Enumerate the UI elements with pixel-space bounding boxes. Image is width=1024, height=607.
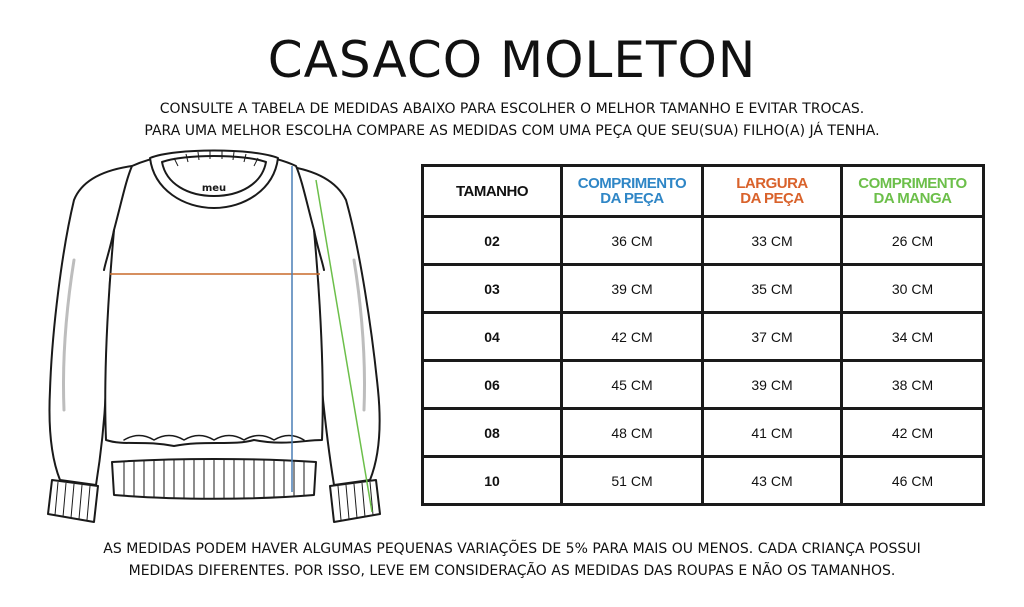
comprimento-cell: 36 CM [562, 217, 703, 265]
manga-cell: 34 CM [842, 313, 984, 361]
header-largura-peca-line2: DA PEÇA [740, 190, 804, 207]
largura-cell: 41 CM [703, 409, 842, 457]
size-cell: 08 [423, 409, 562, 457]
size-cell: 02 [423, 217, 562, 265]
comprimento-cell: 42 CM [562, 313, 703, 361]
neck-label: meu [201, 183, 227, 194]
intro-text [0, 98, 1024, 142]
table-row [423, 409, 984, 457]
header-largura-peca-line1: LARGURA [736, 175, 808, 192]
comprimento-cell: 39 CM [562, 265, 703, 313]
table-row [423, 313, 984, 361]
footer-note [0, 538, 1024, 582]
header-comprimento-manga-line1: COMPRIMENTO [858, 175, 967, 192]
comprimento-cell: 45 CM [562, 361, 703, 409]
header-comprimento-manga-line2: DA MANGA [873, 190, 952, 207]
size-table [421, 164, 985, 506]
largura-cell: 43 CM [703, 457, 842, 505]
page-title: CASACO MOLETON [267, 31, 757, 89]
footer-line-2: MEDIDAS DIFERENTES. POR ISSO, LEVE EM CONSIDERAÇÃO AS MEDIDAS DAS ROUPAS E NÃO OS TAMANHOS. [128, 563, 896, 579]
manga-cell: 26 CM [842, 217, 984, 265]
manga-cell: 30 CM [842, 265, 984, 313]
comprimento-cell: 51 CM [562, 457, 703, 505]
table-row [423, 361, 984, 409]
size-cell: 10 [423, 457, 562, 505]
size-cell: 06 [423, 361, 562, 409]
largura-cell: 39 CM [703, 361, 842, 409]
header-comprimento-manga [842, 166, 984, 217]
comprimento-cell: 48 CM [562, 409, 703, 457]
largura-cell: 33 CM [703, 217, 842, 265]
intro-line-2: PARA UMA MELHOR ESCOLHA COMPARE AS MEDIDAS COM UMA PEÇA QUE SEU(SUA) FILHO(A) JÁ TENHA. [144, 123, 880, 139]
table-row [423, 217, 984, 265]
footer-line-1: AS MEDIDAS PODEM HAVER ALGUMAS PEQUENAS VARIAÇÕES DE 5% PARA MAIS OU MENOS. CADA CRIANÇA POSSUI [103, 541, 921, 557]
intro-line-1: CONSULTE A TABELA DE MEDIDAS ABAIXO PARA ESCOLHER O MELHOR TAMANHO E EVITAR TROCAS. [159, 101, 865, 117]
size-cell: 03 [423, 265, 562, 313]
manga-cell: 42 CM [842, 409, 984, 457]
manga-cell: 38 CM [842, 361, 984, 409]
header-comprimento-peca [562, 166, 703, 217]
table-header-row [423, 166, 984, 217]
header-comprimento-peca-line1: COMPRIMENTO [577, 175, 687, 192]
manga-cell: 46 CM [842, 457, 984, 505]
size-cell: 04 [423, 313, 562, 361]
header-comprimento-peca-line2: DA PEÇA [600, 190, 664, 207]
table-row [423, 265, 984, 313]
largura-cell: 37 CM [703, 313, 842, 361]
sweatshirt-illustration [34, 140, 394, 530]
largura-cell: 35 CM [703, 265, 842, 313]
header-largura-peca [703, 166, 842, 217]
header-tamanho-label: TAMANHO [455, 182, 529, 200]
table-row [423, 457, 984, 505]
header-tamanho [423, 166, 562, 217]
